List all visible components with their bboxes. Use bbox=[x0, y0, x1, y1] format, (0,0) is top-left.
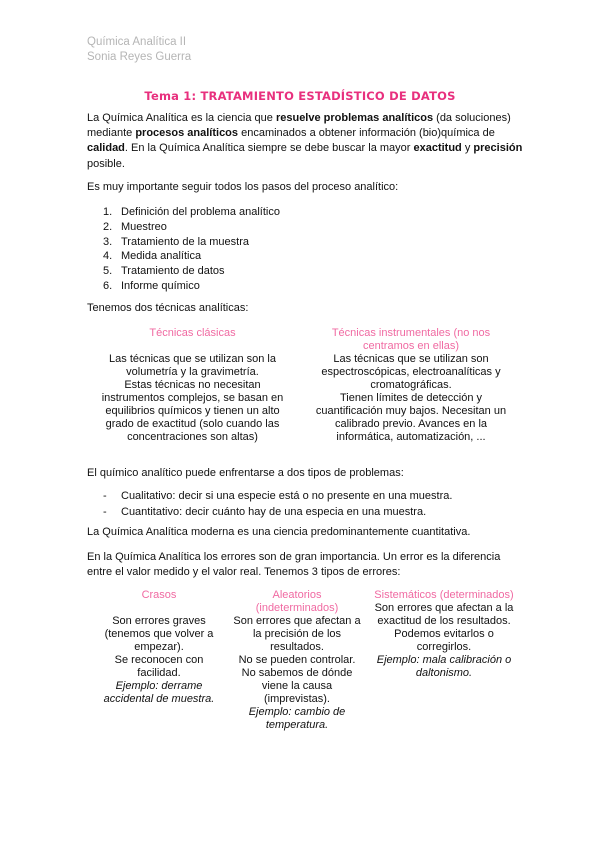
list-item: - Cuantitativo: decir cuánto hay de una especia en una muestra. bbox=[103, 505, 427, 518]
problems-intro: El químico analítico puede enfrentarse a dos tipos de problemas: bbox=[87, 467, 404, 479]
systematic-errors-body: Son errores que afectan a la exactitud de los resultados. Podemos evitarlos o corregirlos. bbox=[374, 602, 514, 653]
modern-statement: La Química Analítica moderna es una ciencia predominantemente cuantitativa. bbox=[87, 526, 471, 538]
intro-paragraph: La Química Analítica es la ciencia que resuelve problemas analíticos (da soluciones) mediante procesos analíticos encaminados a obtener información (bio)química de calidad. En la Química Analítica siempre se debe buscar la mayor exactitud y precisión posible. bbox=[87, 112, 523, 170]
author-name: Sonia Reyes Guerra bbox=[87, 51, 192, 63]
random-errors-column bbox=[232, 589, 362, 732]
techniques-intro: Tenemos dos técnicas analíticas: bbox=[87, 302, 249, 314]
gross-errors-heading: Crasos bbox=[141, 589, 177, 601]
gross-errors-example: Ejemplo: derrame accidental de muestra. bbox=[103, 680, 215, 705]
random-errors-heading: Aleatorios (indeterminados) bbox=[255, 589, 339, 614]
page-title: Tema 1: TRATAMIENTO ESTADÍSTICO DE DATOS bbox=[144, 89, 456, 103]
instrumental-techniques-heading: Técnicas instrumentales (no nos centramos en ellas) bbox=[331, 327, 491, 352]
problems-list bbox=[87, 489, 452, 520]
list-item: 4. Medida analítica bbox=[103, 250, 202, 263]
systematic-errors-column bbox=[374, 589, 514, 680]
steps-intro: Es muy importante seguir todos los pasos del proceso analítico: bbox=[87, 181, 399, 193]
course-name: Química Analítica II bbox=[87, 36, 187, 48]
list-item: 1. Definición del problema analítico bbox=[103, 206, 280, 218]
instrumental-techniques-body: Las técnicas que se utilizan son espectroscópicas, electroanalíticas y cromatográficas. Tienen límites de detección y cuantificación muy bajos. Necesitan un calibrado previo. Avances en la informática, automatización, ... bbox=[315, 353, 507, 443]
random-errors-example: Ejemplo: cambio de temperatura. bbox=[248, 706, 346, 731]
gross-errors-body: Son errores graves (tenemos que volver a empezar). Se reconocen con facilidad. bbox=[104, 615, 214, 679]
gross-errors-column bbox=[100, 589, 218, 706]
list-item: 2. Muestreo bbox=[103, 220, 167, 233]
classic-techniques-heading: Técnicas clásicas bbox=[149, 327, 236, 339]
list-item: 5. Tratamiento de datos bbox=[103, 265, 225, 278]
systematic-errors-heading: Sistemáticos (determinados) bbox=[374, 589, 514, 601]
list-item: 3. Tratamiento de la muestra bbox=[103, 235, 249, 248]
random-errors-body: Son errores que afectan a la precisión de los resultados. No se pueden controlar. No sabemos de dónde viene la causa (imprevistas). bbox=[233, 615, 361, 705]
systematic-errors-example: Ejemplo: mala calibración o daltonismo. bbox=[376, 654, 512, 679]
classic-techniques-body: Las técnicas que se utilizan son la volumetría y la gravimetría. Estas técnicas no necesitan instrumentos complejos, se basan en equilibrios químicos y tienen un alto grado de exactitud (solo cuando las concentraciones son altas) bbox=[101, 353, 284, 443]
errors-intro: En la Química Analítica los errores son de gran importancia. Un error es la diferencia entre el valor medido y el valor real. Tenemos 3 tipos de errores: bbox=[87, 551, 501, 579]
list-item: 6. Informe químico bbox=[103, 279, 200, 292]
analytic-steps-list bbox=[87, 205, 280, 294]
classic-techniques-column bbox=[100, 327, 285, 444]
list-item: - Cualitativo: decir si una especie está o no presente en una muestra. bbox=[103, 490, 453, 502]
instrumental-techniques-column bbox=[307, 327, 515, 444]
page-header bbox=[87, 35, 191, 65]
